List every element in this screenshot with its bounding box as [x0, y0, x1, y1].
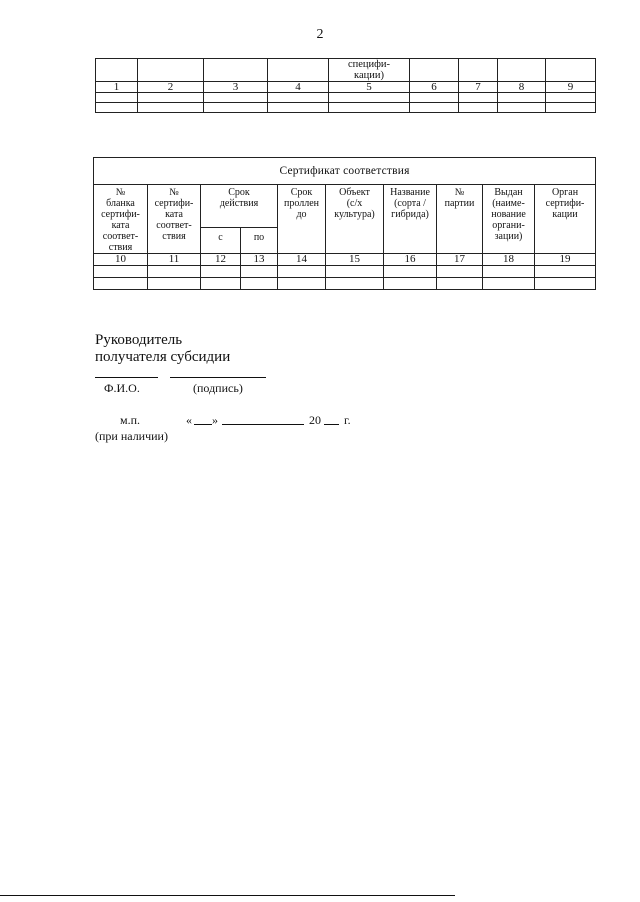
table2-column-number: 12: [201, 254, 241, 266]
date-close-quote: »: [212, 413, 218, 427]
table1-column-number: 6: [410, 82, 459, 93]
date-day-line: [194, 424, 212, 425]
stamp-label: м.п.: [120, 413, 141, 427]
signature-title: [95, 332, 230, 366]
signature-title-line2: получателя субсидии: [95, 349, 231, 365]
table2-column-number: 18: [483, 254, 535, 266]
table1-column-number: 8: [498, 82, 546, 93]
header-validity-from: с: [201, 227, 241, 253]
certificate-title: Сертификат соответствия: [94, 158, 596, 185]
header-validity-to: по: [241, 227, 278, 253]
table1-header-cell: [96, 59, 138, 82]
year-line: [324, 424, 339, 425]
table1-column-number: 2: [138, 82, 204, 93]
header-certification-body: Орган сертифи- кации: [535, 185, 596, 254]
footer-rule: [0, 895, 455, 896]
table2-column-number: 13: [241, 254, 278, 266]
table2-column-number: 11: [148, 254, 201, 266]
table1-header-cell: [204, 59, 268, 82]
header-extended-until: Срок проллен до: [278, 185, 326, 254]
date-open-quote: «: [186, 413, 192, 427]
table2-column-number: 16: [384, 254, 437, 266]
table2-column-number: 17: [437, 254, 483, 266]
table1-header-fragment: специфи- кации): [329, 59, 410, 82]
table2-column-number: 15: [326, 254, 384, 266]
header-blank-number: № бланка сертифи- ката соответ- ствия: [94, 185, 148, 254]
year-prefix: 20: [309, 413, 321, 427]
date-month-line: [222, 424, 304, 425]
table2-column-number: 14: [278, 254, 326, 266]
table-row: [96, 103, 596, 113]
table2-column-number: 10: [94, 254, 148, 266]
table1-header-cell: [546, 59, 596, 82]
table1-column-number: 3: [204, 82, 268, 93]
table-row: [94, 266, 596, 278]
header-variety-name: Название (сорта / гибрида): [384, 185, 437, 254]
table1-column-number: 4: [268, 82, 329, 93]
year-suffix: г.: [344, 413, 351, 427]
table-row: [94, 278, 596, 290]
table1-column-number: 1: [96, 82, 138, 93]
table1-column-number: 7: [459, 82, 498, 93]
table-specification: [95, 58, 596, 113]
table1-header-cell: [459, 59, 498, 82]
table-certificate: [93, 157, 596, 290]
header-validity: Срок действия: [201, 185, 278, 228]
stamp-note: (при наличии): [95, 429, 168, 443]
header-object: Объект (с/х культура): [326, 185, 384, 254]
table1-header-cell: [498, 59, 546, 82]
table1-column-number: 9: [546, 82, 596, 93]
signature-label: (подпись): [193, 381, 243, 395]
page-number: 2: [316, 27, 324, 42]
header-issued-by: Выдан (наиме- нование органи- зации): [483, 185, 535, 254]
signature-line: [170, 377, 266, 378]
header-certificate-number: № сертифи- ката соответ- ствия: [148, 185, 201, 254]
table2-column-number: 19: [535, 254, 596, 266]
table-row: [96, 93, 596, 103]
signature-title-line1: Руководитель: [95, 332, 183, 348]
table1-header-cell: [268, 59, 329, 82]
fio-label: Ф.И.О.: [104, 381, 140, 395]
fio-line: [95, 377, 158, 378]
table1-column-number: 5: [329, 82, 410, 93]
header-batch-number: № партии: [437, 185, 483, 254]
table1-header-cell: [410, 59, 459, 82]
table1-header-cell: [138, 59, 204, 82]
